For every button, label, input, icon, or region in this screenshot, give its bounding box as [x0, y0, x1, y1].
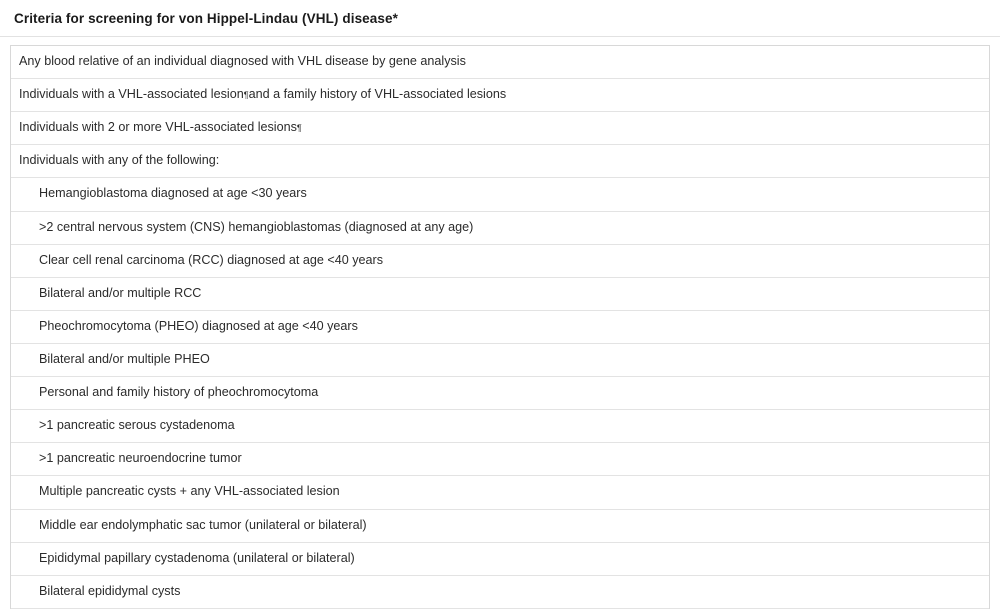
table-row: Individuals with 2 or more VHL-associated lesions ¶: [11, 112, 989, 145]
table-row: [11, 377, 989, 410]
table-row-label: Bilateral and/or multiple RCC: [39, 285, 202, 300]
page-title: Criteria for screening for von Hippel-Lindau (VHL) disease*: [14, 11, 398, 26]
table-row-label: Pheochromocytoma (PHEO) diagnosed at age <40 years: [39, 318, 358, 333]
table-row-label: Middle ear endolymphatic sac tumor (unilateral or bilateral): [39, 517, 367, 532]
table-row-label: Bilateral epididymal cysts: [39, 583, 181, 598]
table-row: [11, 543, 989, 576]
table-row-label: Individuals with 2 or more VHL-associated lesions: [19, 120, 297, 135]
table-row-label: Any blood relative of an individual diagnosed with VHL disease by gene analysis: [19, 54, 466, 68]
table-row-label: Individuals with a VHL-associated lesion: [19, 87, 244, 102]
table-row: [11, 576, 989, 609]
table-row: [11, 178, 989, 211]
title-divider: [0, 36, 1000, 37]
table-row-label: Individuals with any of the following:: [19, 153, 220, 168]
table-row-label: Personal and family history of pheochromocytoma: [39, 385, 319, 400]
table-row-label: >1 pancreatic neuroendocrine tumor: [39, 451, 242, 466]
table-row-label: Hemangioblastoma diagnosed at age <30 years: [39, 186, 307, 201]
table-row: [11, 311, 989, 344]
table-row: [11, 410, 989, 443]
table-row: [11, 510, 989, 543]
table-row-label: Epididymal papillary cystadenoma (unilateral or bilateral): [39, 550, 355, 565]
criteria-table: [10, 45, 990, 609]
table-row: [11, 145, 989, 178]
table-row-label: >1 pancreatic serous cystadenoma: [39, 418, 235, 433]
table-row: [11, 245, 989, 278]
table-row-label: Bilateral and/or multiple PHEO: [39, 351, 210, 366]
table-row: Individuals with a VHL-associated lesion ¶ and a family history of VHL-associated lesions: [11, 79, 989, 112]
table-row: [11, 476, 989, 509]
table-row: [11, 278, 989, 311]
table-row: [11, 46, 989, 79]
table-row: [11, 344, 989, 377]
table-row-label: >2 central nervous system (CNS) hemangioblastomas (diagnosed at any age): [39, 219, 474, 234]
table-row: [11, 443, 989, 476]
table-row: [11, 212, 989, 245]
table-row-label: Clear cell renal carcinoma (RCC) diagnosed at age <40 years: [39, 252, 384, 267]
table-row-label-continued: and a family history of VHL-associated lesions: [248, 87, 507, 102]
table-row-label: Multiple pancreatic cysts + any VHL-associated lesion: [39, 484, 340, 499]
